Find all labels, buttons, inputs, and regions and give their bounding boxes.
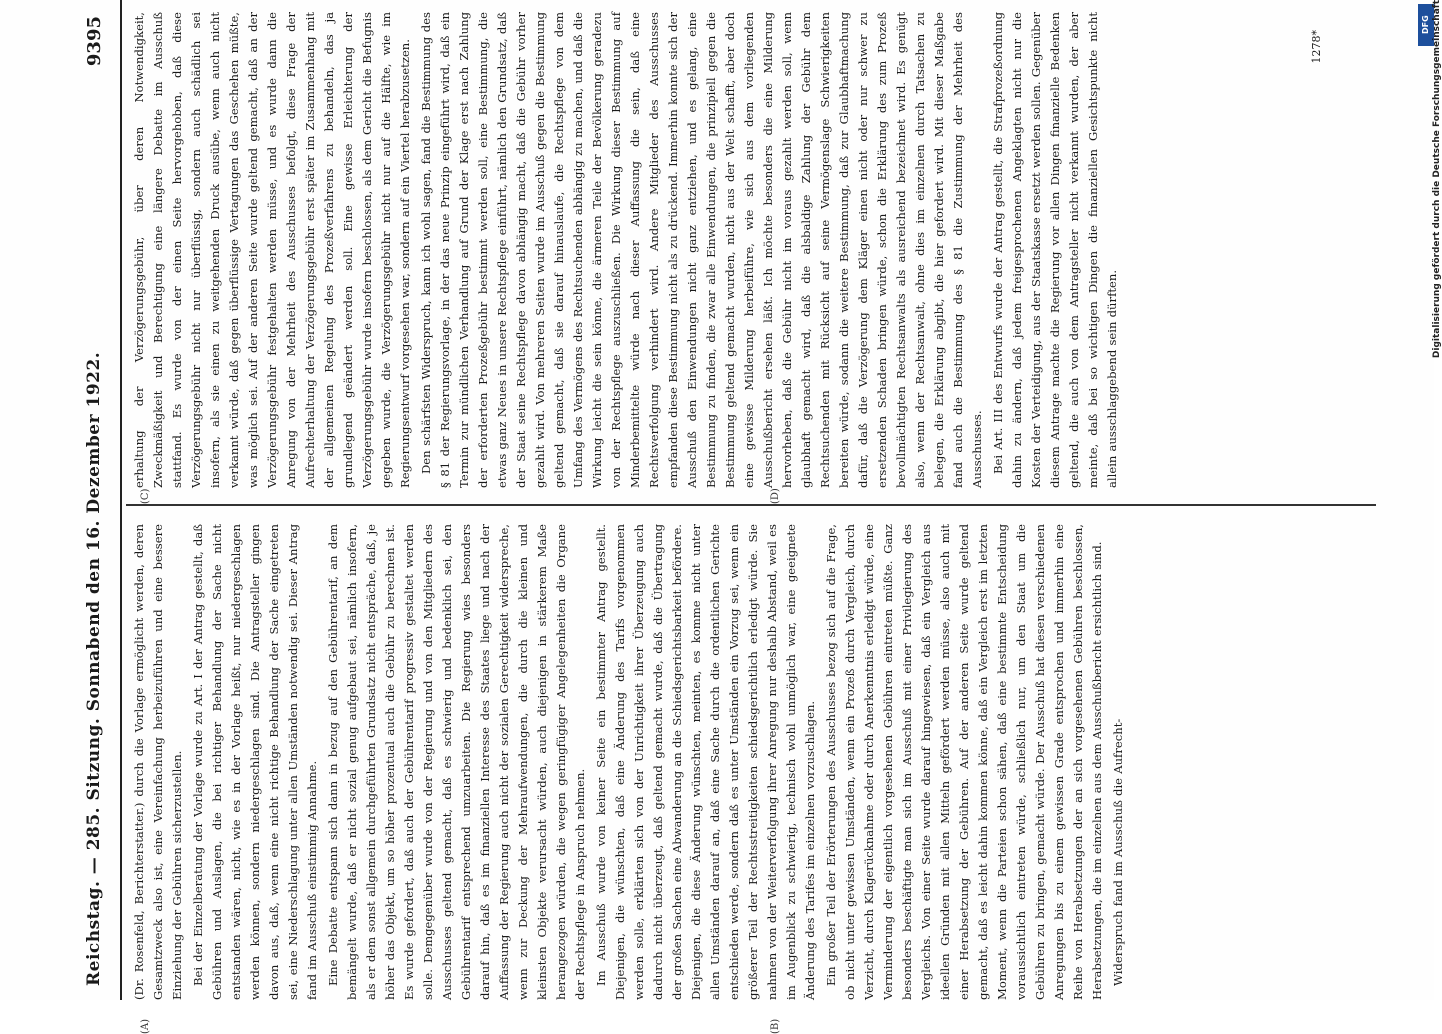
paragraph: Im Ausschuß wurde von keiner Seite ein bestimmter Antrag gestellt. Diejenigen, die wünschten, daß eine Änderung des Tarifs vorgenommen werden solle, erklärten sich von der Unrichtigkeit ihrer Überzeugung auch dadurch nicht überzeugt, daß geltend gemacht wurde, daß die Übertragung der großen Sachen eine Abwanderung an die Schiedsgerichtsbarkeit befördere. Diejenigen, die diese Änderung wünschten, meinten, es komme nicht unter allen Umständen darauf an, daß eine Sache durch die ordentlichen Gerichte entschieden werde, sondern daß es unter Umständen ein Vorzug sei, wenn ein größerer Teil der Rechtsstreitigkeiten schiedsgerichtlich erledigt würde. Sie nahmen von der Weiterverfolgung ihrer Anregung nur deshalb Abstand, weil es im Augenblick zu schwierig, technisch wohl unmöglich war, eine geeignete Änderung des Tarifes im einzelnen vorzuschlagen. [594, 524, 817, 1000]
dfg-logo: DFG [1418, 4, 1434, 46]
paragraph: (Dr. Rosenfeld, Berichterstatter.) durch die Vorlage ermöglicht werden, deren Gesamtzweck also ist, eine Vereinfachung herbeizuführen und eine bessere Einziehung der Gebühren sicherzustellen. [132, 524, 184, 1000]
left-column [130, 524, 1390, 1000]
paragraph: Eine Debatte entspann sich dann in bezug auf den Gebührentarif, an dem bemängelt wurde, daß er nicht sozial genug aufgebaut sei, nämlich insofern, als er dem sonst allgemein durchgeführten Grundsatz nicht entspräche, daß, je höher das Objekt, um so höher prozentual auch die Gebühr zu berechnen ist. Es wurde gefordert, daß auch der Gebührentarif progressiv gestaltet werden solle. Demgegenüber wurde von der Regierung und von den Mitgliedern des Ausschusses geltend gemacht, daß es schwierig und bedenklich sei, den Gebührentarif entsprechend umzuarbeiten. Die Regierung wies besonders darauf hin, daß es im finanziellen Interesse des Staates liege und nach der Auffassung der Regierung auch nicht der sozialen Gerechtigkeit widerspreche, wenn zur Deckung der Mehraufwendungen, die durch die kleinen und kleinsten Objekte verursacht würden, auch diejenigen in stärkerem Maße herangezogen würden, die wegen geringfügiger Angelegenheiten die Organe der Rechtspflege in Anspruch nehmen. [326, 524, 587, 1000]
right-column [130, 12, 1390, 488]
paragraph: Bei Art. III des Entwurfs wurde der Antrag gestellt, die Strafprozeßordnung dahin zu ändern, daß jedem freigesprochenen Angeklagten nicht nur die Kosten der Verteidigung, aus der Staatskasse ersetzt werden sollen. Gegenüber diesem Antrage machte die Regierung vor allen Dingen finanzielle Bedenken geltend, die auch von dem Antragsteller nicht verkannt wurden, der aber meinte, daß bei so wichtigen Dingen die finanziellen Gesichtspunkte nicht allein ausschlaggebend sein dürften. [991, 12, 1119, 488]
paragraph: Den schärfsten Widerspruch, kann ich wohl sagen, fand die Bestimmung des § 81 der Regierungsvorlage, in der das neue Prinzip eingeführt wird, daß ein Termin zur mündlichen Verhandlung auf Grund der Klage erst nach Zahlung der erforderten Prozeßgebühr bestimmt werden soll, eine Bestimmung, die etwas ganz Neues in unsere Rechtspflege einführt, nämlich den Grundsatz, daß der Staat seine Rechtspflege davon abhängig macht, daß die Gebühr vorher gezahlt wird. Von mehreren Seiten wurde im Ausschuß gegen die Bestimmung geltend gemacht, daß sie darauf hinauslaufe, die Rechtspflege von dem Umfang des Vermögens des Rechtsuchenden abhängig zu machen, und daß die Wirkung leicht die sein könne, die ärmeren Teile der Bevölkerung geradezu von der Rechtspflege auszuschließen. Die Wirkung dieser Bestimmung auf Minderbemittelte würde nach dieser Auffassung die sein, daß eine Rechtsverfolgung verhindert wird. Andere Mitglieder des Ausschusses empfanden diese Bestimmung nicht als zu drückend. Immerhin konnte sich der Ausschuß den Einwendungen nicht ganz entziehen, und es gelang, eine Bestimmung zu finden, die zwar alle Einwendungen, die prinzipiell gegen die Bestimmung geltend gemacht wurden, nicht aus der Welt schafft, aber doch eine gewisse Milderung herbeiführe, wie sich aus dem vorliegenden Ausschußbericht ersehen läßt. Ich möchte besonders die eine Milderung hervorheben, daß die Gebühr nicht im voraus gezahlt werden soll, wenn glaubhaft gemacht wird, daß die alsbaldige Zahlung der Gebühr dem Rechtsuchenden mit Rücksicht auf seine Vermögenslage Schwierigkeiten bereiten würde, sodann die weitere Bestimmung, daß zur Glaubhaftmachung dafür, daß die Verzögerung dem Kläger einen nicht oder nur schwer zu ersetzenden Schaden bringen würde, schon die Erklärung des zum Prozeß bevollmächtigten Rechtsanwalts als ausreichend bezeichnet wird. Es genügt also, wenn der Rechtsanwalt, ohne dies im einzelnen durch Tatsachen zu belegen, die Erklärung abgibt, die hier gefordert wird. Mit dieser Maßgabe fand auch die Bestimmung des § 81 die Zustimmung der Mehrheit des Ausschusses. [419, 12, 984, 488]
margin-letter-c: (C) [140, 488, 151, 504]
page-number: 9395 [84, 16, 105, 67]
digitization-notice: Digitalisierung gefördert durch die Deutsche Forschungsgemeinschaft [1432, 0, 1442, 359]
newspaper-sheet [70, 0, 1400, 1034]
running-title: Reichstag. — 285. Sitzung. Sonnabend den 16. Dezember 1922. [84, 351, 104, 986]
header-rule [120, 0, 122, 1000]
margin-letter-b: (B) [770, 1018, 781, 1034]
margin-letter-d: (D) [770, 488, 781, 504]
margin-letter-a: (A) [140, 1018, 151, 1034]
paragraph: Bei der Einzelberatung der Vorlage wurde zu Art. I der Antrag gestellt, daß Gebühren und Auslagen, die bei richtiger Behandlung der Sache nicht entstanden wären, nicht, wie es in der Vorlage heißt, nur niedergeschlagen werden können, sondern niedergeschlagen sind. Die Antragsteller gingen davon aus, daß, wenn eine nicht richtige Behandlung der Sache eingetreten sei, eine Niederschlagung unter allen Umständen notwendig sei. Dieser Antrag fand im Ausschuß einstimmig Annahme. [191, 524, 319, 1000]
digitization-strip [1418, 0, 1442, 1000]
column-divider [126, 504, 1376, 506]
page-header [70, 0, 118, 1000]
paragraph: Widerspruch fand im Ausschuß die Aufrecht- [1111, 718, 1125, 986]
footnote-mark: 1278* [1310, 30, 1323, 64]
paragraph: Ein großer Teil der Erörterungen des Ausschusses bezog sich auf die Frage, ob nicht unter gewissen Umständen, wenn ein Prozeß durch Vergleich, durch Verzicht, durch Klagerücknahme oder durch Anerkenntnis erledigt würde, eine Verminderung der eigentlich vorgesehenen Gebühren eintreten müßte. Ganz besonders beschäftigte man sich im Ausschuß mit einer Privilegierung des Vergleichs. Von einer Seite wurde darauf hingewiesen, daß ein Vergleich aus ideellen Gründen mit allen Mitteln gefördert werden müsse, also auch mit einer Herabsetzung der Gebühren. Auf der anderen Seite wurde geltend gemacht, daß es leicht dahin kommen könne, daß ein Vergleich erst im letzten Moment, wenn die Parteien schon sähen, daß eine bestimmte Entscheidung voraussichtlich eintreten würde, schließlich nur, um den Staat um die Gebühren zu bringen, gemacht würde. Der Ausschuß hat diesen verschiedenen Anregungen bis zu einem gewissen Grade entsprochen und immerhin eine Reihe von Herabsetzungen der an sich vorgesehenen Gebühren beschlossen, Herabsetzungen, die im einzelnen aus dem Ausschußbericht ersichtlich sind. [824, 524, 1104, 1000]
paragraph: erhaltung der Verzögerungsgebühr, über deren Notwendigkeit, Zweckmäßigkeit und Berechtigung eine längere Debatte im Ausschuß stattfand. Es wurde von der einen Seite hervorgehoben, daß diese Verzögerungsgebühr nicht nur überflüssig, sondern auch schädlich sei insofern, als sie einen zu weitgehenden Druck ausübe, wenn auch nicht verkannt würde, daß gegen überflüssige Vertagungen das Geschehen müßte, was möglich sei. Auf der anderen Seite wurde geltend gemacht, daß an der Verzögerungsgebühr festgehalten werden müsse, und es wurde dann die Anregung von der Mehrheit des Ausschusses befolgt, diese Frage der Aufrechterhaltung der Verzögerungsgebühr erst später im Zusammenhang mit der allgemeinen Regelung des Prozeßverfahrens zu behandeln, das ja grundlegend geändert werden soll. Eine gewisse Erleichterung der Verzögerungsgebühr wurde insofern beschlossen, als dem Gericht die Befugnis gegeben wurde, die Verzögerungsgebühr nicht nur auf die Hälfte, wie im Regierungsentwurf vorgesehen war, sondern auf ein Viertel herabzusetzen. [132, 12, 412, 488]
